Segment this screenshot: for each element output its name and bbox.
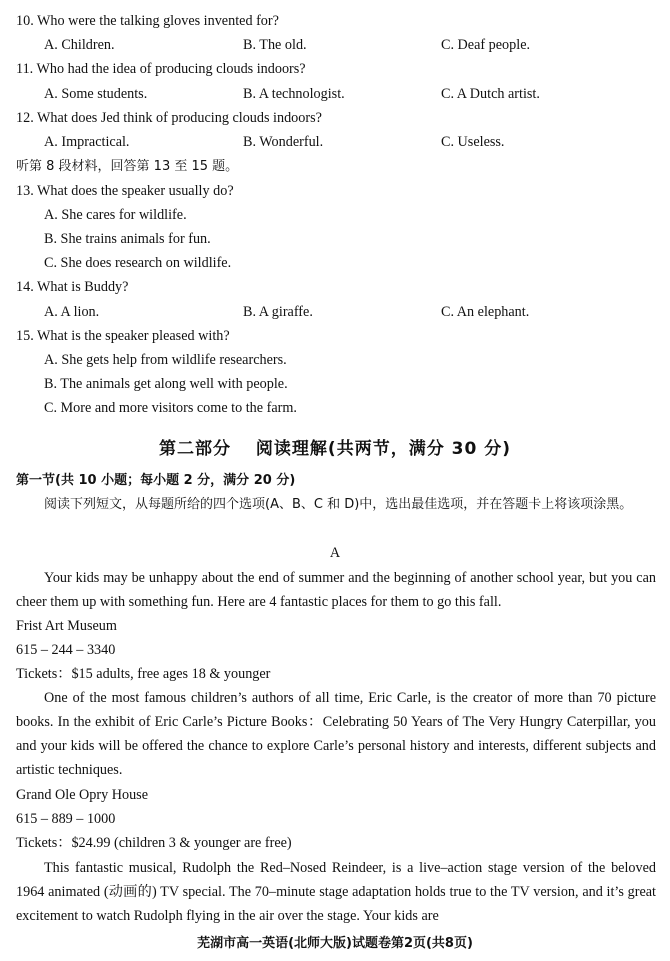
passage-a-intro: Your kids may be unhappy about the end of summer and the beginning of another school year, but you can cheer them up with something fun. Here are 4 fantastic places for them to go this fall.: [16, 570, 656, 610]
part-2-title: 第二部分 阅读理解(共两节，满分 30 分): [159, 439, 511, 459]
question-10-stem: 10. Who were the talking gloves invented for?: [16, 13, 279, 29]
question-15-stem: 15. What is the speaker pleased with?: [16, 328, 230, 344]
question-10-option-a: A. Children.: [44, 37, 115, 53]
question-14-option-a: A. A lion.: [44, 304, 100, 320]
question-14-stem: 14. What is Buddy?: [16, 279, 129, 295]
question-15-option-a: A. She gets help from wildlife researchers.: [44, 352, 287, 368]
reading-directions: 阅读下列短文，从每题所给的四个选项(A、B、C 和 D)中，选出最佳选项，并在答题卡上将该项涂黑。: [44, 497, 633, 512]
listening-instruction: 听第 8 段材料，回答第 13 至 15 题。: [16, 159, 239, 174]
question-12-option-c: C. Useless.: [441, 134, 505, 150]
question-13-option-c: C. She does research on wildlife.: [44, 255, 232, 271]
place-2-name: Grand Ole Opry House: [16, 787, 148, 803]
question-11-option-b: B. A technologist.: [243, 86, 345, 102]
section-1-title: 第一节(共 10 小题；每小题 2 分，满分 20 分): [16, 473, 296, 488]
question-14-option-b: B. A giraffe.: [243, 304, 313, 320]
place-2-tickets: Tickets：$24.99 (children 3 & younger are free): [16, 835, 292, 851]
question-13-option-a: A. She cares for wildlife.: [44, 207, 187, 223]
place-2-phone: 615 – 889 – 1000: [16, 811, 116, 827]
question-11-option-a: A. Some students.: [44, 86, 148, 102]
question-12-stem: 12. What does Jed think of producing clouds indoors?: [16, 110, 322, 126]
question-10-option-b: B. The old.: [243, 37, 307, 53]
page-footer: 芜湖市高一英语(北师大版)试题卷第2页(共8页): [197, 936, 473, 951]
passage-a-letter: A: [329, 545, 341, 561]
place-1-name: Frist Art Museum: [16, 618, 117, 634]
question-14-option-c: C. An elephant.: [441, 304, 530, 320]
question-15-option-b: B. The animals get along well with people.: [44, 376, 288, 392]
question-10-option-c: C. Deaf people.: [441, 37, 531, 53]
question-11-stem: 11. Who had the idea of producing clouds indoors?: [16, 61, 306, 77]
question-12-option-b: B. Wonderful.: [243, 134, 324, 150]
question-13-stem: 13. What does the speaker usually do?: [16, 183, 234, 199]
place-1-tickets: Tickets：$15 adults, free ages 18 & younger: [16, 666, 271, 682]
place-1-description: One of the most famous children’s authors of all time, Eric Carle, is the creator of more than 70 picture books. In the exhibit of Eric Carle’s Picture Books：Celebrating 50 Years of The Very Hungry Caterpillar, you and your kids will be offered the chance to explore Carle’s personal history and interests, different subjects and artistic techniques.: [16, 690, 656, 778]
place-2-description: This fantastic musical, Rudolph the Red–Nosed Reindeer, is a live–action stage version of the beloved 1964 animated (动画的) TV special. The 70–minute stage adaptation holds true to the TV version, and it’s great excitement to watch Rudolph flying in the air over the stage. Your kids are: [16, 860, 656, 924]
question-15-option-c: C. More and more visitors come to the farm.: [44, 400, 297, 416]
place-1-phone: 615 – 244 – 3340: [16, 642, 116, 658]
question-12-option-a: A. Impractical.: [44, 134, 130, 150]
question-11-option-c: C. A Dutch artist.: [441, 86, 540, 102]
question-13-option-b: B. She trains animals for fun.: [44, 231, 211, 247]
